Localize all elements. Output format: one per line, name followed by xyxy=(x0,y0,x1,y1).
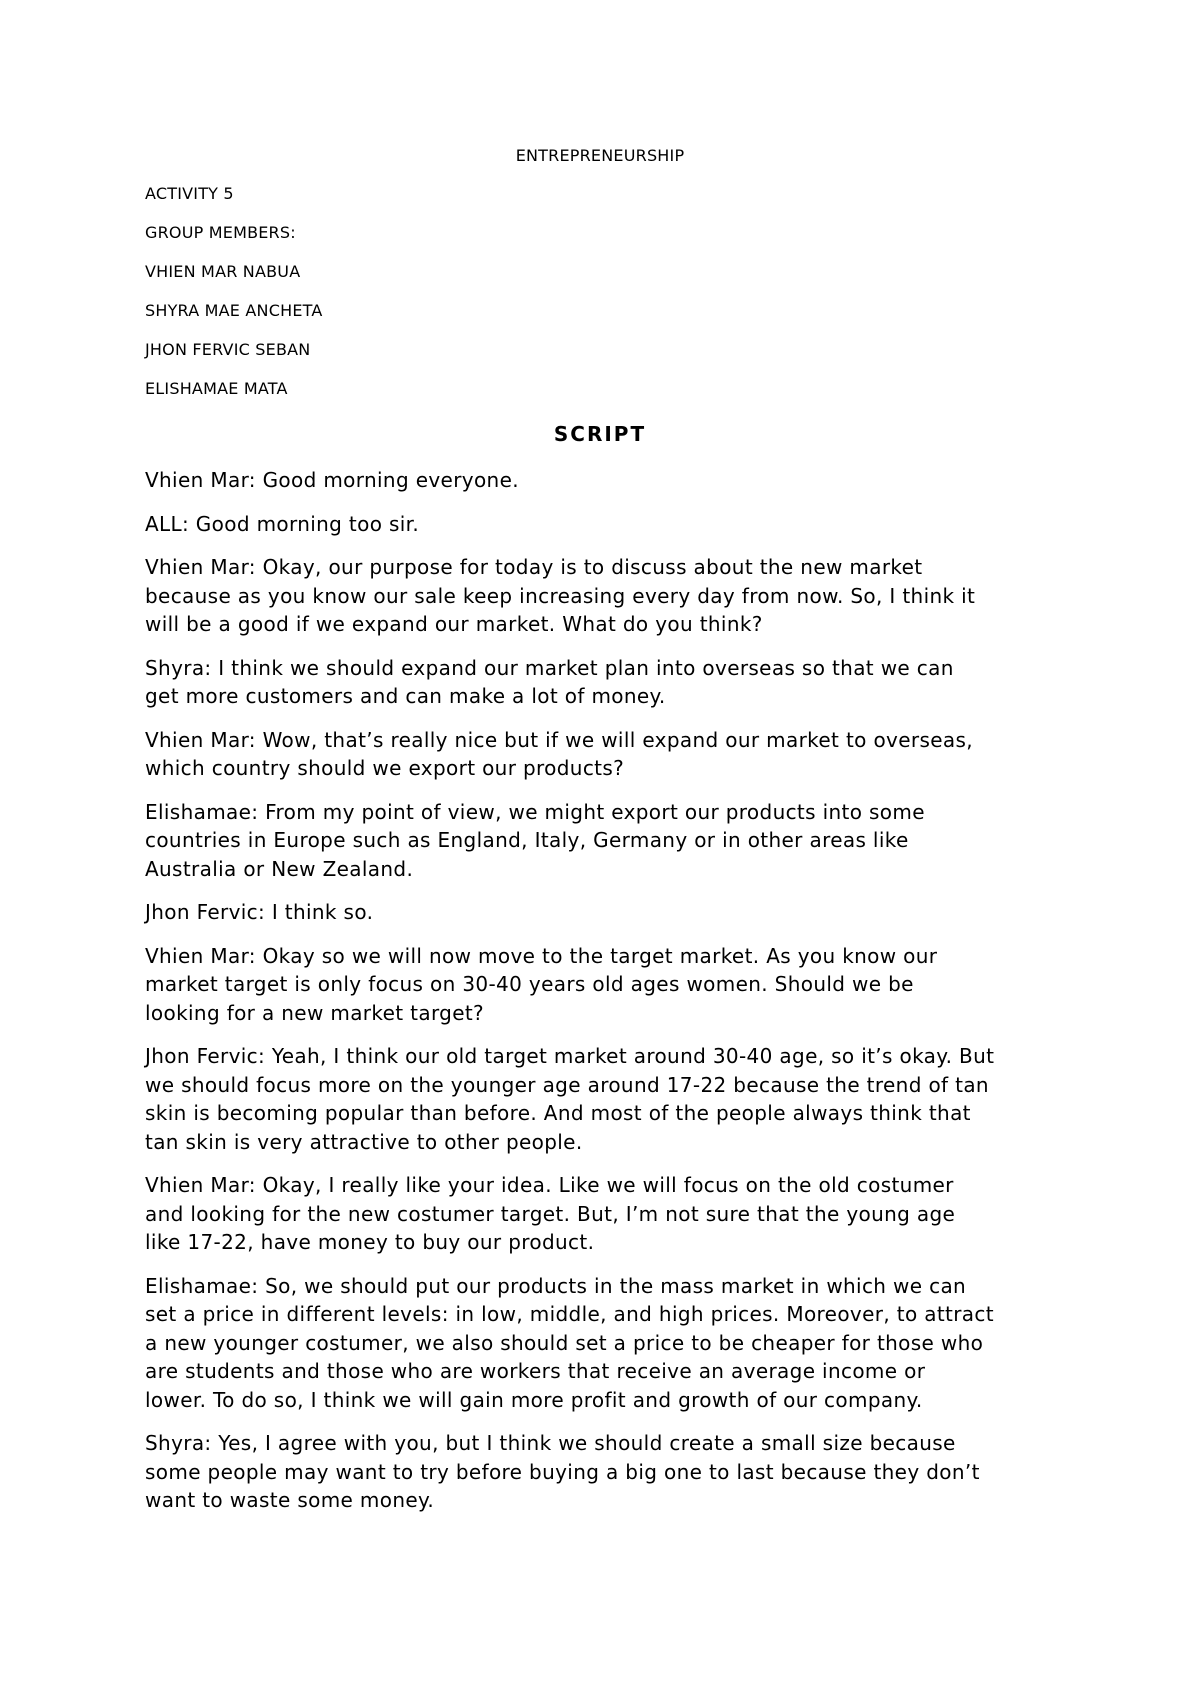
script-dialogue xyxy=(145,466,1065,1530)
group-members-label: GROUP MEMBERS: xyxy=(145,223,296,242)
group-member-name: VHIEN MAR NABUA xyxy=(145,262,301,281)
group-member-name: SHYRA MAE ANCHETA xyxy=(145,301,323,320)
group-member-name: ELISHAMAE MATA xyxy=(145,379,288,398)
dialogue-line: Elishamae: From my point of view, we might export our products into some countries in Europe such as England, Italy, Germany or in other areas like Australia or New Zealand. xyxy=(145,799,925,881)
document-title: ENTREPRENEURSHIP xyxy=(515,146,685,165)
activity-label: ACTIVITY 5 xyxy=(145,184,234,203)
dialogue-line: Vhien Mar: Okay, I really like your idea. Like we will focus on the old costumer and looking for the new costumer target. But, I’m not sure that the young age like 17-22, have money to buy our product. xyxy=(145,1173,956,1254)
dialogue-line: Vhien Mar: Good morning everyone. xyxy=(145,468,519,492)
dialogue-line: ALL: Good morning too sir. xyxy=(145,511,420,536)
dialogue-line: Vhien Mar: Wow, that’s really nice but if we will expand our market to overseas, which country should we export our products? xyxy=(145,727,973,780)
dialogue-line: Elishamae: So, we should put our products in the mass market in which we can set a price in different levels: in low, middle, and high prices. Moreover, to attract a new younger costumer, we also should set a price to be cheaper for those who are students and those who are workers that receive an average income or lower. To do so, I think we will gain more profit and growth of our company. xyxy=(145,1273,994,1412)
dialogue-line: Jhon Fervic: I think so. xyxy=(145,900,374,924)
dialogue-line: Vhien Mar: Okay, our purpose for today is to discuss about the new market because as you know our sale keep increasing every day from now. So, I think it will be a good if we expand our market. What do you think? xyxy=(145,555,976,636)
dialogue-line: Jhon Fervic: Yeah, I think our old target market around 30-40 age, so it’s okay. But we should focus more on the younger age around 17-22 because the trend of tan skin is becoming popular than before. And most of the people always think that tan skin is very attractive to other people. xyxy=(145,1044,995,1154)
dialogue-line: Vhien Mar: Okay so we will now move to the target market. As you know our market target is only focus on 30-40 years old ages women. Should we be looking for a new market target? xyxy=(145,943,938,1025)
group-member-name: JHON FERVIC SEBAN xyxy=(145,340,311,359)
dialogue-line: Shyra: Yes, I agree with you, but I think we should create a small size because some people may want to try before buying a big one to last because they don’t want to waste some money. xyxy=(145,1431,980,1512)
script-heading: SCRIPT xyxy=(553,422,647,446)
document-header-block xyxy=(145,184,323,418)
dialogue-line: Shyra: I think we should expand our market plan into overseas so that we can get more customers and can make a lot of money. xyxy=(145,655,954,708)
